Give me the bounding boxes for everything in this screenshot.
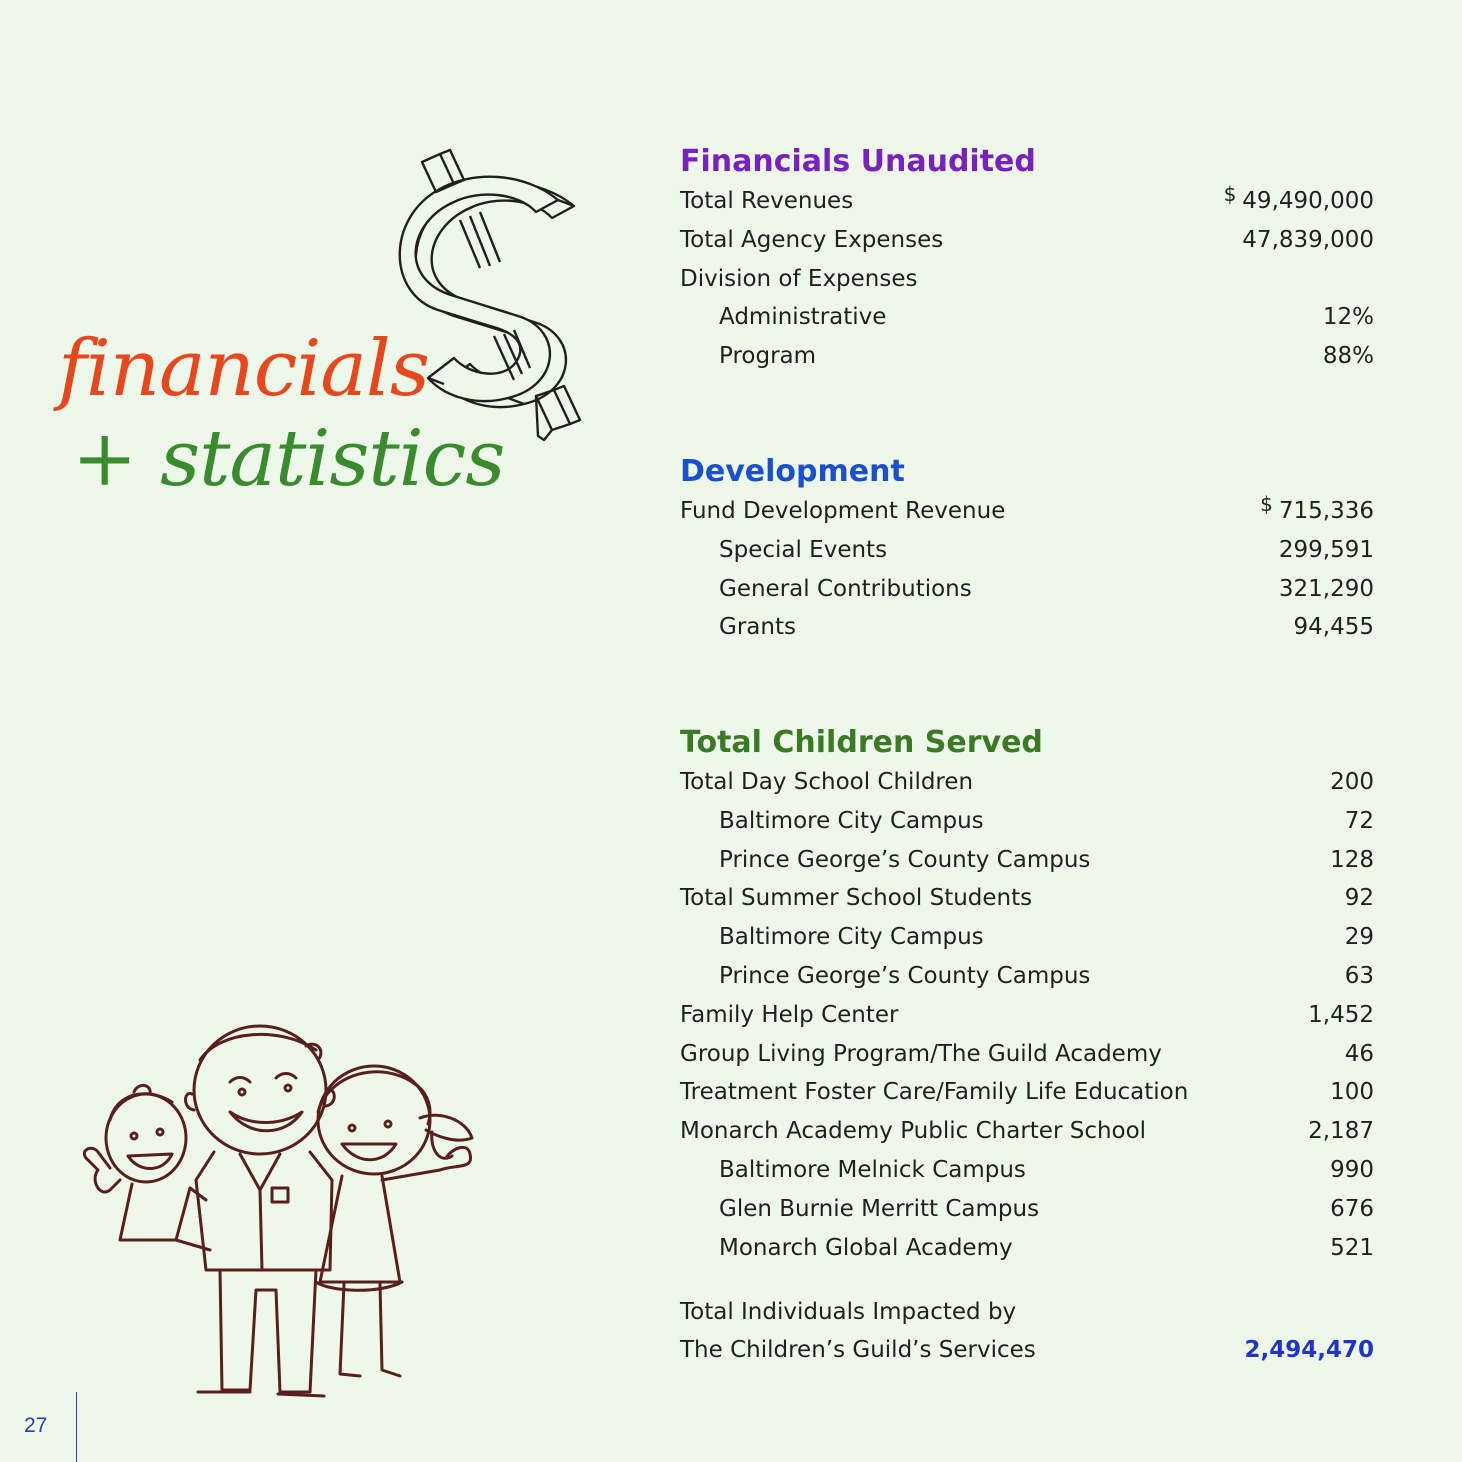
table-row: [680, 608, 1374, 647]
row-label: Baltimore City Campus: [719, 807, 984, 834]
row-value: 72: [1344, 807, 1374, 834]
development-section: [680, 452, 1374, 647]
table-row: [680, 996, 1374, 1035]
table-row: [680, 1112, 1374, 1151]
table-row: [680, 221, 1374, 260]
row-value: [1260, 492, 1374, 531]
row-value: 29: [1344, 924, 1374, 951]
table-row: [680, 1073, 1374, 1112]
dollar-sign-icon: [368, 140, 618, 450]
row-label: General Contributions: [719, 575, 972, 602]
row-label: Special Events: [719, 536, 888, 563]
row-value: 94,455: [1293, 614, 1374, 641]
row-label: Total Day School Children: [680, 769, 974, 795]
currency-symbol: $: [1223, 182, 1237, 206]
family-illustration: [80, 1020, 480, 1400]
table-row: [680, 298, 1374, 337]
table-row: [680, 1035, 1374, 1074]
row-value-number: 49,490,000: [1242, 188, 1374, 214]
table-row: [680, 879, 1374, 918]
row-value: 100: [1330, 1079, 1374, 1106]
row-label: Total Revenues: [680, 188, 854, 214]
row-value: 676: [1330, 1195, 1374, 1222]
table-row: [680, 531, 1374, 570]
total-impact-value: 2,494,470: [1244, 1337, 1374, 1363]
row-label: Administrative: [719, 304, 887, 331]
row-label: Total Summer School Students: [680, 885, 1033, 912]
hero-line-financials: financials: [58, 324, 429, 414]
table-row: [680, 1229, 1374, 1268]
row-label: Prince George’s County Campus: [719, 962, 1091, 989]
table-row: [680, 1151, 1374, 1190]
row-value: 46: [1344, 1040, 1374, 1067]
table-row: [680, 570, 1374, 609]
row-value: 200: [1330, 769, 1374, 795]
row-value-number: 715,336: [1278, 498, 1374, 524]
table-row: [680, 492, 1374, 531]
row-value: 12%: [1322, 304, 1374, 331]
table-row: [680, 337, 1374, 376]
row-value: 63: [1344, 962, 1374, 989]
row-value: 47,839,000: [1242, 226, 1374, 253]
row-value: 2,187: [1308, 1118, 1374, 1145]
financials-title: Financials Unaudited: [680, 144, 1036, 179]
children-title: Total Children Served: [680, 725, 1043, 760]
financials-section: [680, 142, 1374, 376]
row-value: 521: [1330, 1234, 1374, 1261]
row-label: Baltimore Melnick Campus: [719, 1156, 1026, 1183]
table-row: [680, 957, 1374, 996]
row-value: 990: [1330, 1156, 1374, 1183]
currency-symbol: $: [1260, 492, 1273, 516]
total-impact-line2: [680, 1331, 1374, 1369]
row-label: Fund Development Revenue: [680, 498, 1006, 524]
row-label: Division of Expenses: [680, 265, 918, 292]
row-label: Program: [719, 343, 817, 370]
row-label: Monarch Academy Public Charter School: [680, 1118, 1147, 1145]
hero-line-statistics: + statistics: [72, 414, 505, 504]
table-row: [680, 918, 1374, 957]
row-value: 92: [1344, 885, 1374, 912]
row-value: 1,452: [1308, 1001, 1374, 1028]
table-row: [680, 260, 1374, 299]
row-value: 88%: [1322, 343, 1374, 370]
page-divider: [76, 1392, 77, 1462]
table-row: [680, 1190, 1374, 1229]
row-label: Total Agency Expenses: [680, 226, 944, 253]
row-value: 299,591: [1278, 536, 1374, 563]
table-row: [680, 182, 1374, 221]
row-label: Glen Burnie Merritt Campus: [719, 1195, 1040, 1222]
row-label: Grants: [719, 614, 796, 641]
row-value: 321,290: [1278, 575, 1374, 602]
row-label: Baltimore City Campus: [719, 924, 984, 951]
total-impact-label-2: The Children’s Guild’s Services: [680, 1337, 1036, 1363]
row-value: 128: [1330, 846, 1374, 873]
row-label: Group Living Program/The Guild Academy: [680, 1040, 1162, 1067]
table-row: [680, 763, 1374, 802]
row-label: Monarch Global Academy: [719, 1234, 1013, 1261]
row-label: Family Help Center: [680, 1001, 899, 1028]
table-row: [680, 802, 1374, 841]
total-impact-line1: [680, 1293, 1374, 1331]
page-number: 27: [24, 1414, 48, 1437]
development-title: Development: [680, 454, 905, 489]
total-impact-label-1: Total Individuals Impacted by: [680, 1299, 1017, 1325]
table-row: [680, 841, 1374, 880]
children-section: [680, 723, 1374, 1267]
row-label: Prince George’s County Campus: [719, 846, 1091, 873]
total-impact-section: [680, 1293, 1374, 1369]
row-value: [1224, 182, 1374, 221]
row-label: Treatment Foster Care/Family Life Education: [680, 1079, 1189, 1106]
